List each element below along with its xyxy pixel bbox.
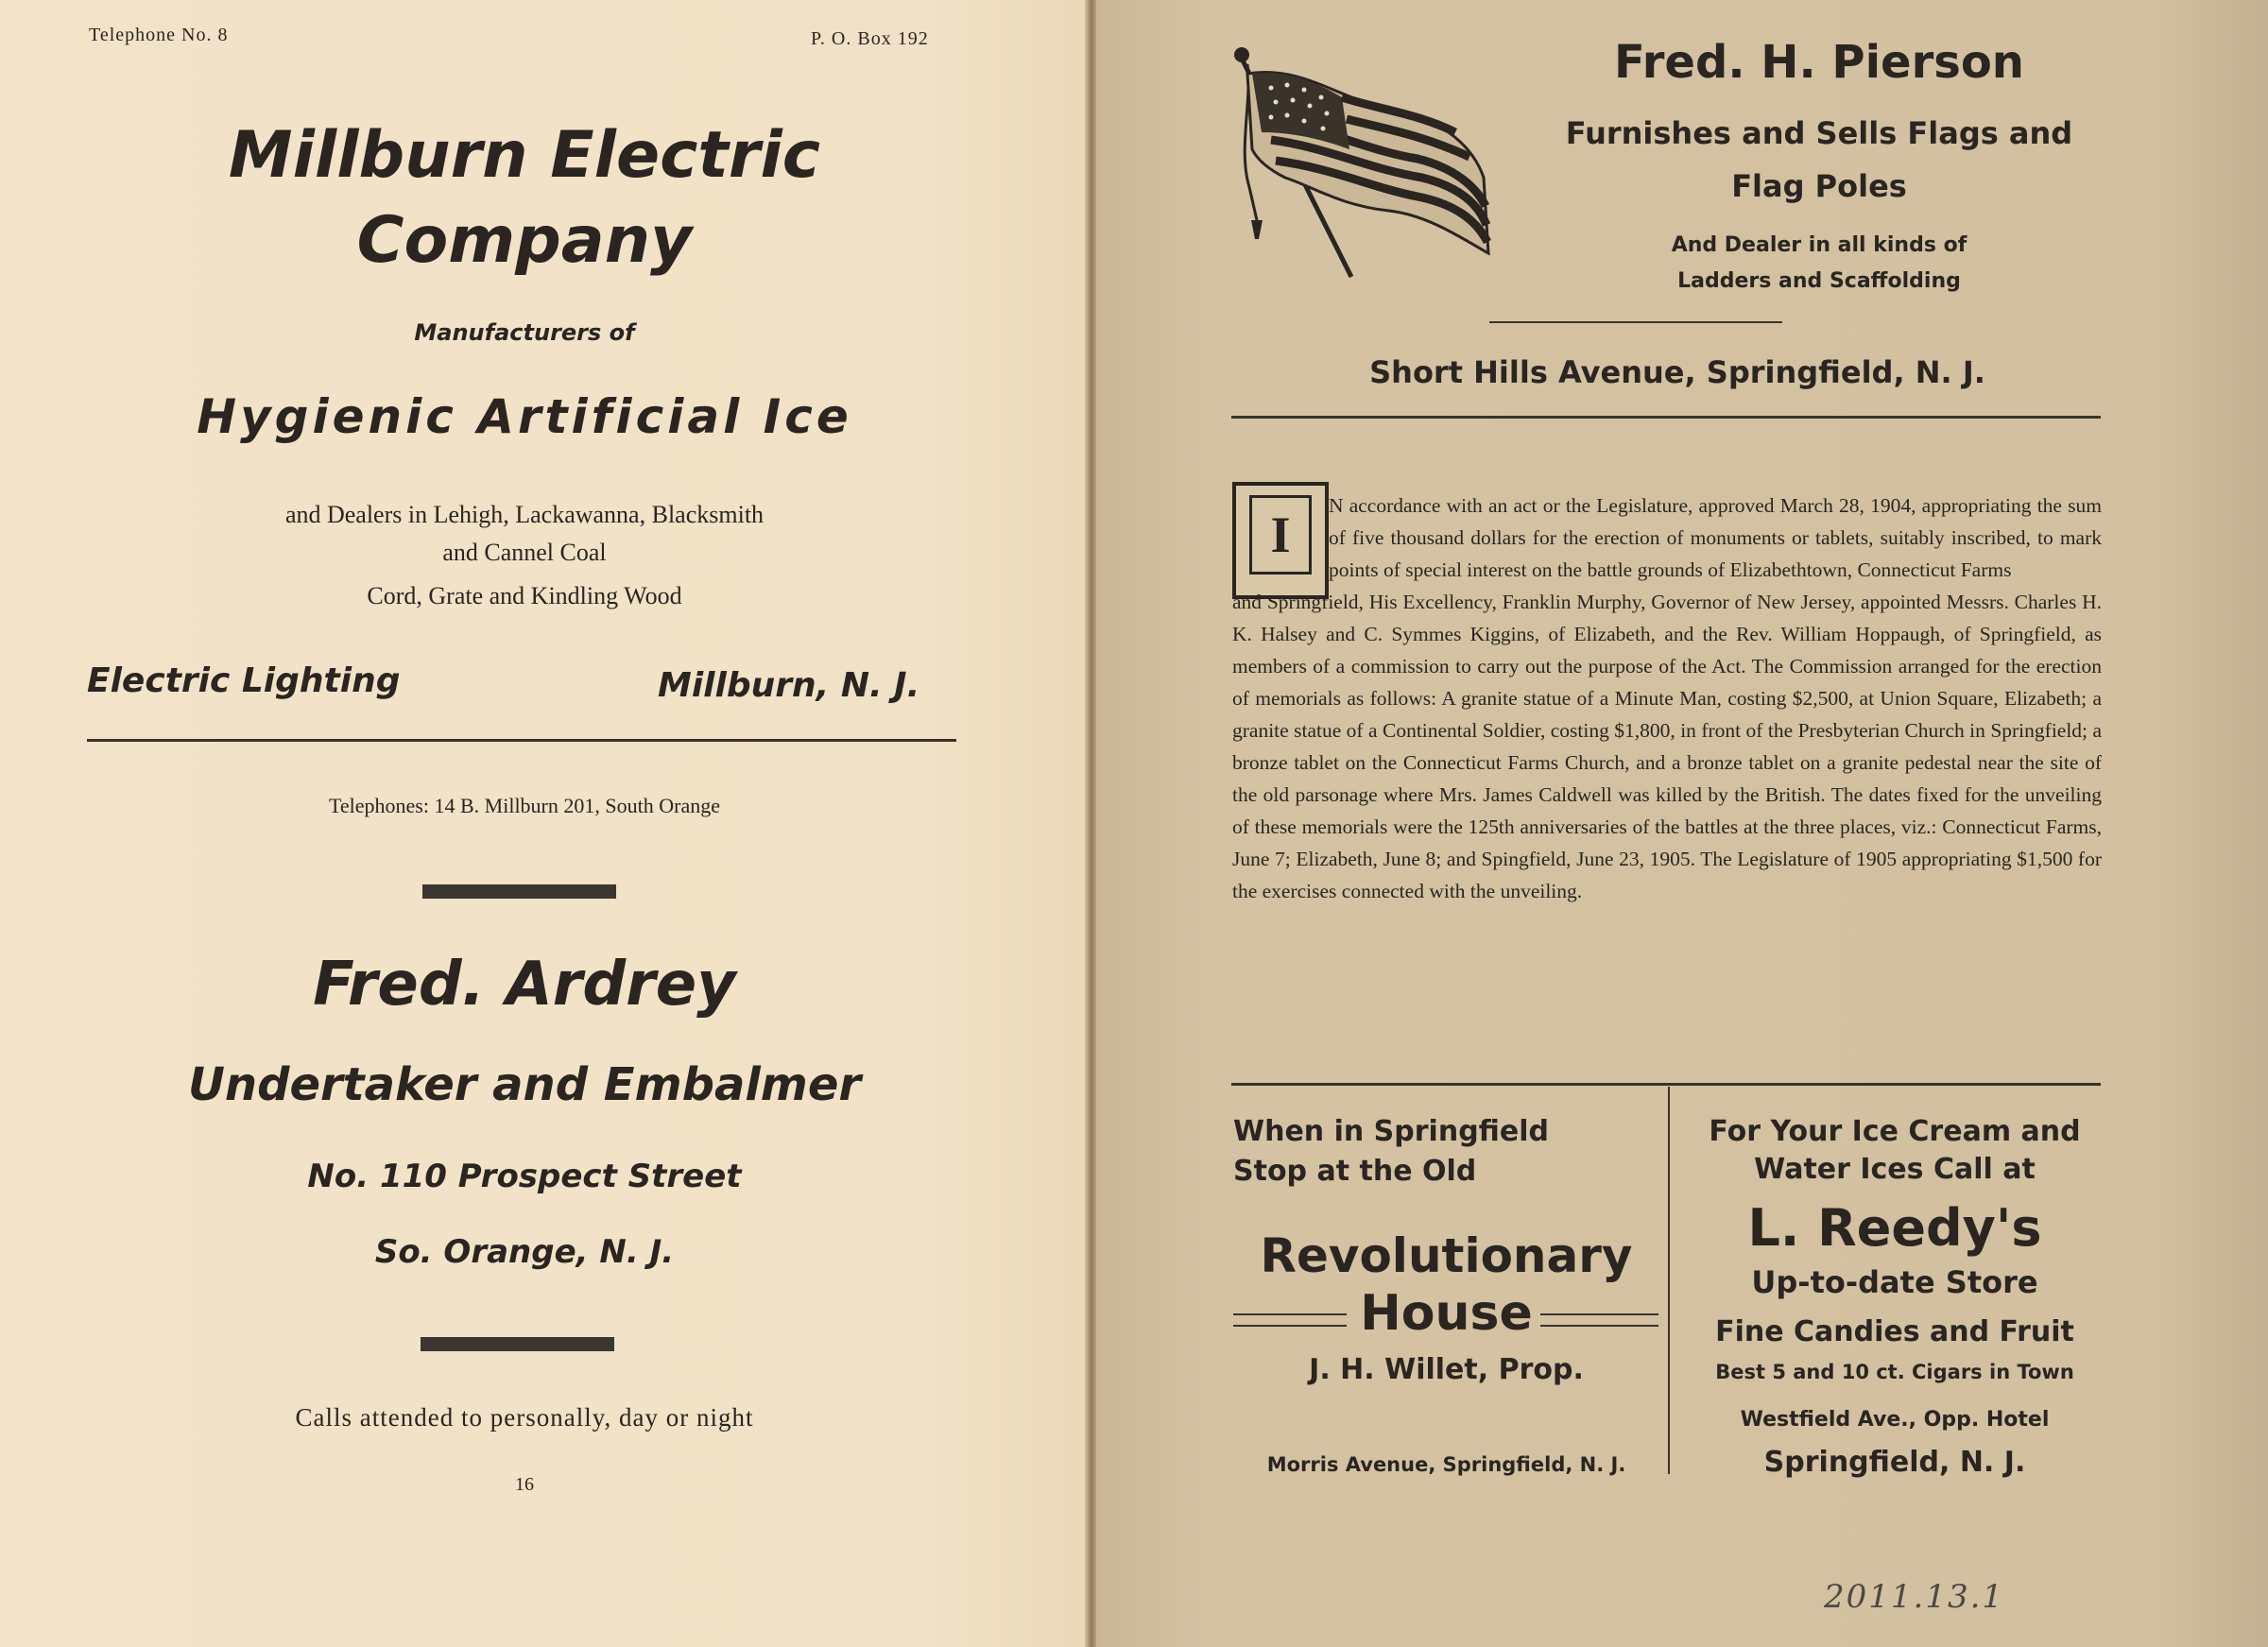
rev-house-address: Morris Avenue, Springfield, N. J.: [1266, 1453, 1626, 1476]
pierson-name: Fred. H. Pierson: [1614, 36, 2024, 89]
paragraph-lead: N accordance with an act or the Legislature, approved March 28, 1904, appropriating the sum of five thousand dollars for the erection of monuments or tablets, suitably inscribed, to mark points of special interest on the battle grounds of Elizabethtown, Connecticut Farms: [1329, 494, 2102, 581]
divider-bar: [422, 884, 616, 899]
american-flag-icon: [1228, 45, 1503, 282]
reedy-line1: For Your Ice Cream and: [1709, 1115, 2081, 1148]
paragraph-body: and Springfield, His Excellency, Franklin Murphy, Governor of New Jersey, appointed Messrs. Charles H. K. Halsey and C. Symmes Kiggins, of Elizabeth, and the Rev. William Hoppaugh, of Springfield, as members of a commission to carry out the purpose of the Act. The Commission arranged for the erection of memorials as follows: A granite statue of a Minute Man, costing $2,500, at Union Square, Elizabeth; a granite statue of a Continental Soldier, costing $1,800, in front of the Presbyterian Church in Springfield; a bronze tablet on the Connecticut Farms Church, and a bronze tablet on a granite pedestal near the site of the old parsonage where Mrs. James Caldwell was killed by the British. The dates fixed for the unveiling of these memorials were the 125th anniversaries of the battles at the three places, viz.: Connecticut Farms, June 7; Elizabeth, June 8; and Spingfield, June 23, 1905. The Legislature of 1905 appropriating $1,500 for the exercises connected with the unveiling.: [1232, 591, 2102, 902]
telephone-number: Telephone No. 8: [89, 25, 229, 45]
reedy-candies: Fine Candies and Fruit: [1715, 1315, 2074, 1348]
rev-house-line1: When in Springfield: [1233, 1115, 1550, 1148]
legislature-paragraph: [1232, 489, 2102, 907]
divider-rule: [87, 739, 956, 742]
divider-bar: [421, 1337, 614, 1351]
company-name-line1: Millburn Electric: [228, 118, 821, 193]
column-divider: [1668, 1087, 1670, 1474]
short-divider-rule: [1489, 321, 1782, 323]
rev-house-proprietor: J. H. Willet, Prop.: [1309, 1353, 1584, 1386]
dealers-line1: and Dealers in Lehigh, Lackawanna, Blacksmith: [284, 501, 765, 528]
reedy-line2: Water Ices Call at: [1754, 1153, 2036, 1186]
company-name-line2: Company: [356, 203, 693, 278]
page-number: 16: [515, 1474, 534, 1495]
pierson-line4: Ladders and Scaffolding: [1677, 269, 1961, 293]
dealers-line3: Cord, Grate and Kindling Wood: [367, 582, 682, 609]
pierson-line2: Flag Poles: [1731, 168, 1907, 204]
pierson-line1: Furnishes and Sells Flags and: [1565, 115, 2073, 151]
undertaker-street: No. 110 Prospect Street: [307, 1158, 742, 1195]
reedy-address1: Westfield Ave., Opp. Hotel: [1740, 1408, 2050, 1432]
manufacturers-label: Manufacturers of: [414, 319, 635, 346]
reedy-cigars: Best 5 and 10 ct. Cigars in Town: [1715, 1361, 2074, 1383]
rev-house-name1: Revolutionary: [1260, 1228, 1633, 1283]
reedy-store: Up-to-date Store: [1751, 1264, 2038, 1300]
electric-lighting: Electric Lighting: [87, 661, 401, 700]
reedy-name: L. Reedy's: [1747, 1198, 2042, 1258]
reedy-address2: Springfield, N. J.: [1763, 1446, 2026, 1479]
pierson-line3: And Dealer in all kinds of: [1671, 233, 1967, 257]
po-box: P. O. Box 192: [811, 28, 929, 49]
pierson-address: Short Hills Avenue, Springfield, N. J.: [1369, 354, 1985, 390]
calls-note: Calls attended to personally, day or night: [295, 1403, 754, 1432]
company-location: Millburn, N. J.: [658, 666, 920, 705]
product-name: Hygienic Artificial Ice: [197, 389, 852, 444]
telephones-line: Telephones: 14 B. Millburn 201, South Orange: [329, 794, 720, 817]
undertaker-title: Undertaker and Embalmer: [187, 1058, 862, 1111]
rev-house-name2: House: [1360, 1285, 1533, 1342]
undertaker-name: Fred. Ardrey: [313, 950, 736, 1020]
dealers-line2: and Cannel Coal: [442, 539, 607, 566]
catalog-number: 2011.13.1: [1824, 1578, 2005, 1616]
undertaker-city: So. Orange, N. J.: [374, 1233, 675, 1271]
initial-letter: I: [1249, 495, 1312, 575]
divider-rule: [1231, 1083, 2101, 1086]
divider-rule: [1231, 416, 2101, 419]
ornamental-rule-right: [1540, 1313, 1658, 1327]
rev-house-line2: Stop at the Old: [1233, 1155, 1477, 1188]
left-page: [0, 0, 1091, 1647]
